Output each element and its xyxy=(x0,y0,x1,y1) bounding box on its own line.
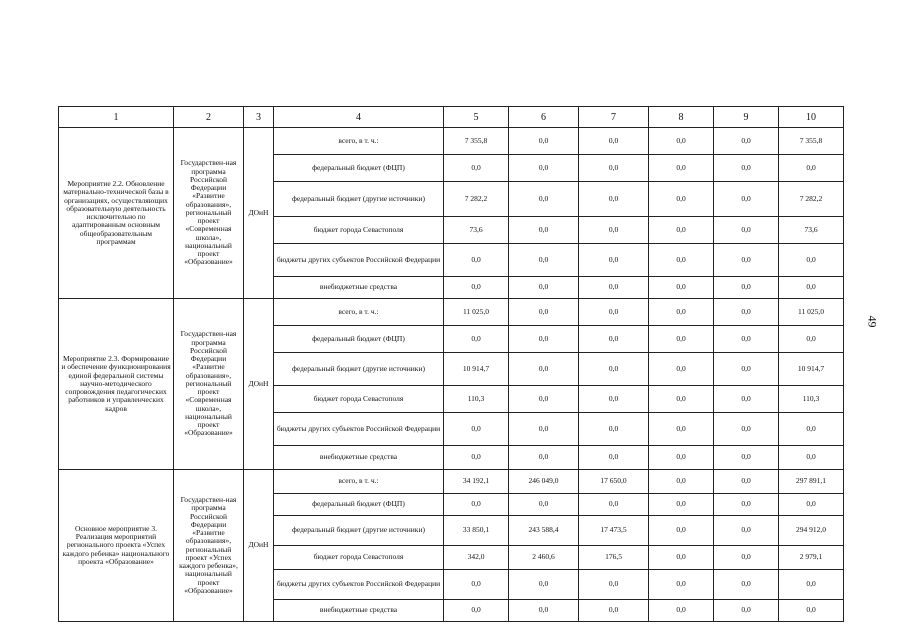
header-col-5: 5 xyxy=(444,107,509,128)
value-cell: 0,0 xyxy=(779,155,844,182)
funding-source-cell: федеральный бюджет (другие источники) xyxy=(274,353,444,386)
value-cell: 0,0 xyxy=(779,494,844,516)
value-cell: 0,0 xyxy=(649,353,714,386)
header-col-9: 9 xyxy=(714,107,779,128)
table-row xyxy=(59,470,844,494)
value-cell: 0,0 xyxy=(779,446,844,470)
value-cell: 0,0 xyxy=(649,277,714,299)
value-cell: 73,6 xyxy=(444,217,509,244)
value-cell: 33 850,1 xyxy=(444,516,509,546)
header-col-8: 8 xyxy=(649,107,714,128)
value-cell: 0,0 xyxy=(714,277,779,299)
table-body xyxy=(59,128,844,622)
header-col-7: 7 xyxy=(579,107,649,128)
value-cell: 0,0 xyxy=(779,244,844,277)
value-cell: 0,0 xyxy=(714,413,779,446)
value-cell: 0,0 xyxy=(779,413,844,446)
funding-source-cell: внебюджетные средства xyxy=(274,600,444,622)
value-cell: 34 192,1 xyxy=(444,470,509,494)
value-cell: 7 282,2 xyxy=(779,182,844,217)
value-cell: 0,0 xyxy=(714,470,779,494)
value-cell: 110,3 xyxy=(444,386,509,413)
executor-cell: ДОиН xyxy=(244,299,274,470)
value-cell: 7 282,2 xyxy=(444,182,509,217)
value-cell: 0,0 xyxy=(714,546,779,570)
value-cell: 0,0 xyxy=(649,446,714,470)
funding-source-cell: федеральный бюджет (другие источники) xyxy=(274,182,444,217)
value-cell: 0,0 xyxy=(579,217,649,244)
value-cell: 246 049,0 xyxy=(509,470,579,494)
value-cell: 110,3 xyxy=(779,386,844,413)
activity-cell: Мероприятие 2.2. Обновление материально-технической базы в организациях, осуществляющих образовательную деятельность исключительно по адаптированным основным общеобразовательным программам xyxy=(59,128,174,299)
value-cell: 0,0 xyxy=(444,446,509,470)
value-cell: 342,0 xyxy=(444,546,509,570)
value-cell: 0,0 xyxy=(649,600,714,622)
value-cell: 17 473,5 xyxy=(579,516,649,546)
funding-source-cell: федеральный бюджет (ФЦП) xyxy=(274,494,444,516)
value-cell: 0,0 xyxy=(714,182,779,217)
value-cell: 0,0 xyxy=(509,277,579,299)
funding-source-cell: внебюджетные средства xyxy=(274,446,444,470)
header-col-4: 4 xyxy=(274,107,444,128)
value-cell: 0,0 xyxy=(444,326,509,353)
value-cell: 0,0 xyxy=(714,570,779,600)
value-cell: 0,0 xyxy=(649,128,714,155)
executor-cell: ДОиН xyxy=(244,470,274,622)
value-cell: 0,0 xyxy=(579,600,649,622)
value-cell: 0,0 xyxy=(579,128,649,155)
funding-source-cell: федеральный бюджет (другие источники) xyxy=(274,516,444,546)
value-cell: 0,0 xyxy=(649,516,714,546)
value-cell: 0,0 xyxy=(579,570,649,600)
value-cell: 0,0 xyxy=(579,299,649,326)
value-cell: 0,0 xyxy=(714,217,779,244)
value-cell: 0,0 xyxy=(579,386,649,413)
value-cell: 0,0 xyxy=(714,516,779,546)
funding-source-cell: бюджеты других субъектов Российской Федерации xyxy=(274,570,444,600)
value-cell: 0,0 xyxy=(509,326,579,353)
funding-source-cell: внебюджетные средства xyxy=(274,277,444,299)
value-cell: 0,0 xyxy=(579,446,649,470)
header-col-3: 3 xyxy=(244,107,274,128)
value-cell: 243 588,4 xyxy=(509,516,579,546)
funding-source-cell: бюджет города Севастополя xyxy=(274,386,444,413)
value-cell: 0,0 xyxy=(714,128,779,155)
value-cell: 0,0 xyxy=(649,182,714,217)
value-cell: 0,0 xyxy=(714,353,779,386)
value-cell: 0,0 xyxy=(579,244,649,277)
value-cell: 0,0 xyxy=(649,470,714,494)
value-cell: 0,0 xyxy=(509,299,579,326)
funding-source-cell: федеральный бюджет (ФЦП) xyxy=(274,326,444,353)
value-cell: 0,0 xyxy=(579,494,649,516)
value-cell: 7 355,8 xyxy=(779,128,844,155)
value-cell: 176,5 xyxy=(579,546,649,570)
value-cell: 0,0 xyxy=(444,155,509,182)
value-cell: 0,0 xyxy=(779,277,844,299)
funding-source-cell: бюджет города Севастополя xyxy=(274,546,444,570)
value-cell: 0,0 xyxy=(649,244,714,277)
value-cell: 0,0 xyxy=(714,600,779,622)
table-row xyxy=(59,128,844,155)
value-cell: 0,0 xyxy=(509,570,579,600)
value-cell: 0,0 xyxy=(649,217,714,244)
value-cell: 17 650,0 xyxy=(579,470,649,494)
value-cell: 73,6 xyxy=(779,217,844,244)
funding-source-cell: бюджеты других субъектов Российской Федерации xyxy=(274,244,444,277)
value-cell: 0,0 xyxy=(779,326,844,353)
value-cell: 0,0 xyxy=(579,277,649,299)
value-cell: 0,0 xyxy=(714,386,779,413)
funding-source-cell: федеральный бюджет (ФЦП) xyxy=(274,155,444,182)
value-cell: 294 912,0 xyxy=(779,516,844,546)
value-cell: 0,0 xyxy=(779,570,844,600)
page-number: 49 xyxy=(865,315,880,328)
value-cell: 0,0 xyxy=(714,446,779,470)
value-cell: 0,0 xyxy=(649,299,714,326)
program-cell: Государствен-ная программа Российской Федерации «Развитие образования», региональный проект «Современная школа», национальный проект «Образование» xyxy=(174,128,244,299)
value-cell: 11 025,0 xyxy=(779,299,844,326)
table-row xyxy=(59,299,844,326)
program-cell: Государствен-ная программа Российской Федерации «Развитие образования», региональный проект «Современная школа», национальный проект «Образование» xyxy=(174,299,244,470)
value-cell: 0,0 xyxy=(509,244,579,277)
value-cell: 0,0 xyxy=(649,326,714,353)
value-cell: 0,0 xyxy=(714,299,779,326)
value-cell: 0,0 xyxy=(714,494,779,516)
value-cell: 0,0 xyxy=(649,413,714,446)
value-cell: 0,0 xyxy=(509,600,579,622)
value-cell: 0,0 xyxy=(509,217,579,244)
header-col-2: 2 xyxy=(174,107,244,128)
value-cell: 297 891,1 xyxy=(779,470,844,494)
value-cell: 0,0 xyxy=(509,155,579,182)
funding-source-cell: бюджеты других субъектов Российской Федерации xyxy=(274,413,444,446)
value-cell: 0,0 xyxy=(579,326,649,353)
value-cell: 0,0 xyxy=(509,413,579,446)
value-cell: 7 355,8 xyxy=(444,128,509,155)
value-cell: 11 025,0 xyxy=(444,299,509,326)
value-cell: 0,0 xyxy=(444,570,509,600)
value-cell: 0,0 xyxy=(714,244,779,277)
value-cell: 0,0 xyxy=(444,494,509,516)
executor-cell: ДОиН xyxy=(244,128,274,299)
header-row xyxy=(59,107,844,128)
value-cell: 0,0 xyxy=(649,155,714,182)
value-cell: 0,0 xyxy=(444,277,509,299)
value-cell: 0,0 xyxy=(509,182,579,217)
value-cell: 0,0 xyxy=(509,128,579,155)
value-cell: 0,0 xyxy=(509,494,579,516)
value-cell: 0,0 xyxy=(779,600,844,622)
header-col-1: 1 xyxy=(59,107,174,128)
value-cell: 0,0 xyxy=(444,600,509,622)
value-cell: 0,0 xyxy=(649,546,714,570)
value-cell: 10 914,7 xyxy=(779,353,844,386)
activity-cell: Мероприятие 2.3. Формирование и обеспечение функционирования единой федеральной системы научно-методического сопровождения педагогических работников и управленческих кадров xyxy=(59,299,174,470)
value-cell: 2 979,1 xyxy=(779,546,844,570)
value-cell: 0,0 xyxy=(509,446,579,470)
value-cell: 0,0 xyxy=(509,353,579,386)
funding-source-cell: бюджет города Севастополя xyxy=(274,217,444,244)
value-cell: 0,0 xyxy=(714,326,779,353)
value-cell: 0,0 xyxy=(444,244,509,277)
activity-cell: Основное мероприятие 3. Реализация мероприятий регионального проекта «Успех каждого ребенка» национального проекта «Образование» xyxy=(59,470,174,622)
value-cell: 2 460,6 xyxy=(509,546,579,570)
program-cell: Государствен-ная программа Российской Федерации «Развитие образования», региональный проект «Успех каждого ребенка», национальный проект «Образование» xyxy=(174,470,244,622)
value-cell: 0,0 xyxy=(579,155,649,182)
value-cell: 0,0 xyxy=(579,353,649,386)
header-col-6: 6 xyxy=(509,107,579,128)
funding-source-cell: всего, в т. ч.: xyxy=(274,299,444,326)
value-cell: 0,0 xyxy=(649,570,714,600)
value-cell: 10 914,7 xyxy=(444,353,509,386)
budget-table xyxy=(58,106,844,622)
value-cell: 0,0 xyxy=(579,413,649,446)
value-cell: 0,0 xyxy=(649,494,714,516)
value-cell: 0,0 xyxy=(714,155,779,182)
header-col-10: 10 xyxy=(779,107,844,128)
value-cell: 0,0 xyxy=(579,182,649,217)
value-cell: 0,0 xyxy=(444,413,509,446)
funding-source-cell: всего, в т. ч.: xyxy=(274,128,444,155)
funding-source-cell: всего, в т. ч.: xyxy=(274,470,444,494)
value-cell: 0,0 xyxy=(649,386,714,413)
value-cell: 0,0 xyxy=(509,386,579,413)
